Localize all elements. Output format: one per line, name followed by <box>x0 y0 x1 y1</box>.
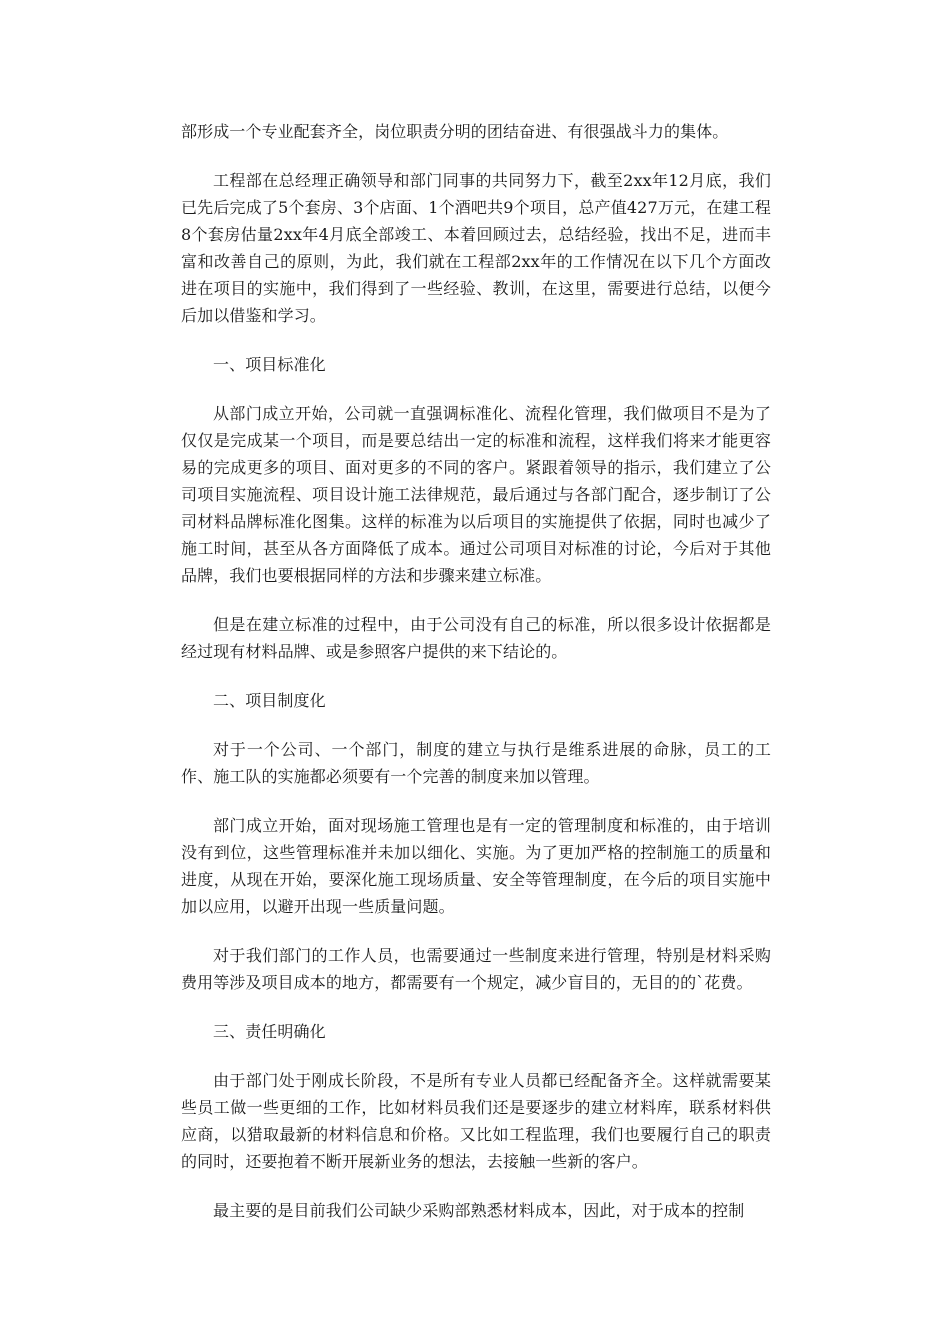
paragraph-institution-intro: 对于一个公司、一个部门，制度的建立与执行是维系进展的命脉，员工的工作、施工队的实施都必须要有一个完善的制度来加以管理。 <box>181 740 771 786</box>
document-page <box>181 118 771 1246</box>
paragraph-continuation: 部形成一个专业配套齐全，岗位职责分明的团结奋进、有很强战斗力的集体。 <box>181 122 729 141</box>
section-heading-institutionalization: 二、项目制度化 <box>213 691 326 710</box>
paragraph-standardization: 从部门成立开始，公司就一直强调标准化、流程化管理，我们做项目不是为了仅仅是完成某一个项目，而是要总结出一定的标准和流程，这样我们将来才能更容易的完成更多的项目、面对更多的不同的客户。紧跟着领导的指示，我们建立了公司项目实施流程、项目设计施工法律规范，最后通过与各部门配合，逐步制订了公司材料品牌标准化图集。这样的标准为以后项目的实施提供了依据，同时也减少了施工时间，甚至从各方面降低了成本。通过公司项目对标准的讨论，今后对于其他品牌，我们也要根据同样的方法和步骤来建立标准。 <box>181 404 771 585</box>
paragraph-cost-control: 最主要的是目前我们公司缺少采购部熟悉材料成本，因此，对于成本的控制 <box>213 1201 745 1220</box>
paragraph-site-management: 部门成立开始，面对现场施工管理也是有一定的管理制度和标准的，由于培训没有到位，这些管理标准并未加以细化、实施。为了更加严格的控制施工的质量和进度，从现在开始，要深化施工现场质量、安全等管理制度，在今后的项目实施中加以应用，以避开出现一些质量问题。 <box>181 816 771 916</box>
paragraph-responsibility: 由于部门处于刚成长阶段，不是所有专业人员都已经配备齐全。这样就需要某些员工做一些更细的工作，比如材料员我们还是要逐步的建立材料库，联系材料供应商，以猎取最新的材料信息和价格。又比如工程监理，我们也要履行自己的职责的同时，还要抱着不断开展新业务的想法，去接触一些新的客户。 <box>181 1071 771 1171</box>
section-heading-standardization: 一、项目标准化 <box>213 355 326 374</box>
paragraph-staff-rules: 对于我们部门的工作人员，也需要通过一些制度来进行管理，特别是材料采购费用等涉及项目成本的地方，都需要有一个规定，减少盲目的，无目的的`花费。 <box>181 946 771 992</box>
paragraph-summary: 工程部在总经理正确领导和部门同事的共同努力下，截至2xx年12月底，我们已先后完成了5个套房、3个店面、1个酒吧共9个项目，总产值427万元，在建工程8个套房估量2xx年4月底全部竣工、本着回顾过去，总结经验，找出不足，进而丰富和改善自己的原则，为此，我们就在工程部2xx年的工作情况在以下几个方面改进在项目的实施中，我们得到了一些经验、教训，在这里，需要进行总结，以便今后加以借鉴和学习。 <box>181 171 771 325</box>
section-heading-responsibility: 三、责任明确化 <box>213 1022 326 1041</box>
paragraph-standardization-issue: 但是在建立标准的过程中，由于公司没有自己的标准，所以很多设计依据都是经过现有材料品牌、或是参照客户提供的来下结论的。 <box>181 615 771 661</box>
